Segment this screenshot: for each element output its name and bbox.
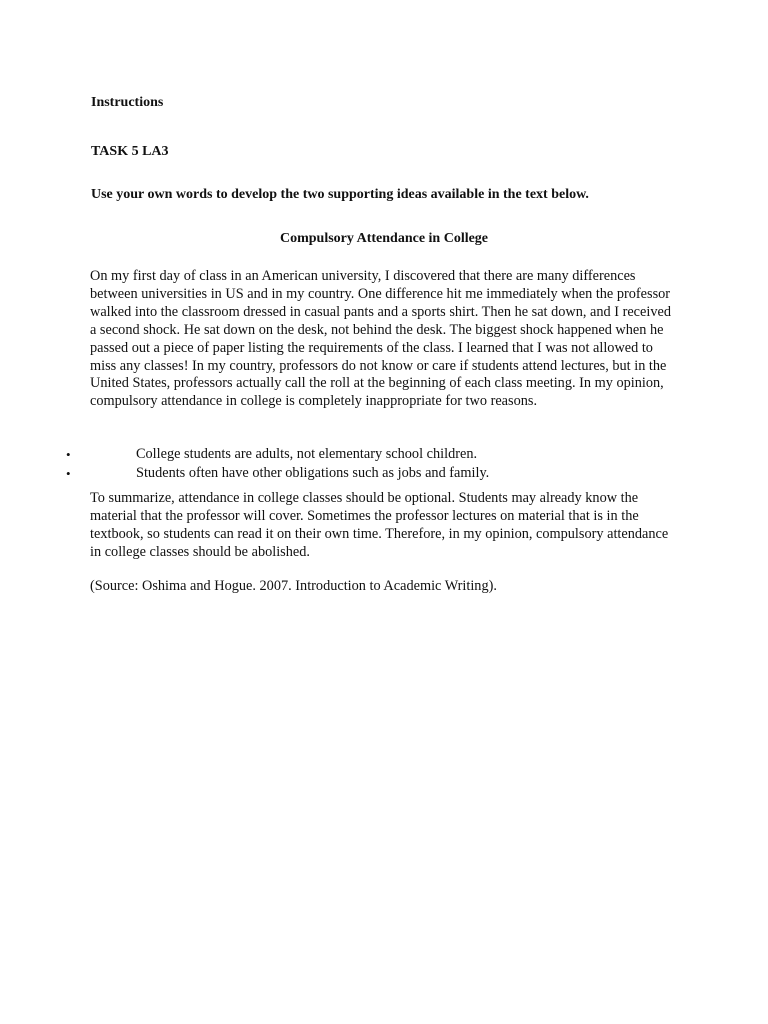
supporting-idea-2: Students often have other obligations such as jobs and family. <box>136 465 490 481</box>
source-citation: (Source: Oshima and Hogue. 2007. Introduction to Academic Writing). <box>90 578 497 594</box>
list-item <box>0 445 768 464</box>
supporting-idea-1: College students are adults, not elementary school children. <box>136 446 478 462</box>
essay-title: Compulsory Attendance in College <box>279 231 489 246</box>
instructions-label: Instructions <box>91 95 164 110</box>
task-label: TASK 5 LA3 <box>91 144 169 159</box>
task-directive: Use your own words to develop the two supporting ideas available in the text below. <box>91 187 589 202</box>
supporting-ideas-list <box>0 445 768 483</box>
bullet-icon: • <box>66 447 71 462</box>
bullet-icon: • <box>66 466 71 481</box>
summary-paragraph: To summarize, attendance in college classes should be optional. Students may already know the material that the professor will cover. Sometimes the professor lectures on material that is in the textbook, so students can read it on their own time. Therefore, in my opinion, compulsory attendance in college classes should be abolished. <box>90 490 669 560</box>
intro-paragraph: On my first day of class in an American university, I discovered that there are many differences between universities in US and in my country. One difference hit me immediately when the professor walked into the classroom dressed in casual pants and a sports shirt. Then he sat down, and I received a second shock. He sat down on the desk, not behind the desk. The biggest shock happened when he passed out a piece of paper listing the requirements of the class. I learned that I was not allowed to miss any classes! In my country, professors do not know or care if students attend lectures, but in the United States, professors actually call the roll at the beginning of each class meeting. In my opinion, compulsory attendance in college is completely inappropriate for two reasons. <box>90 268 671 410</box>
list-item <box>0 464 768 483</box>
